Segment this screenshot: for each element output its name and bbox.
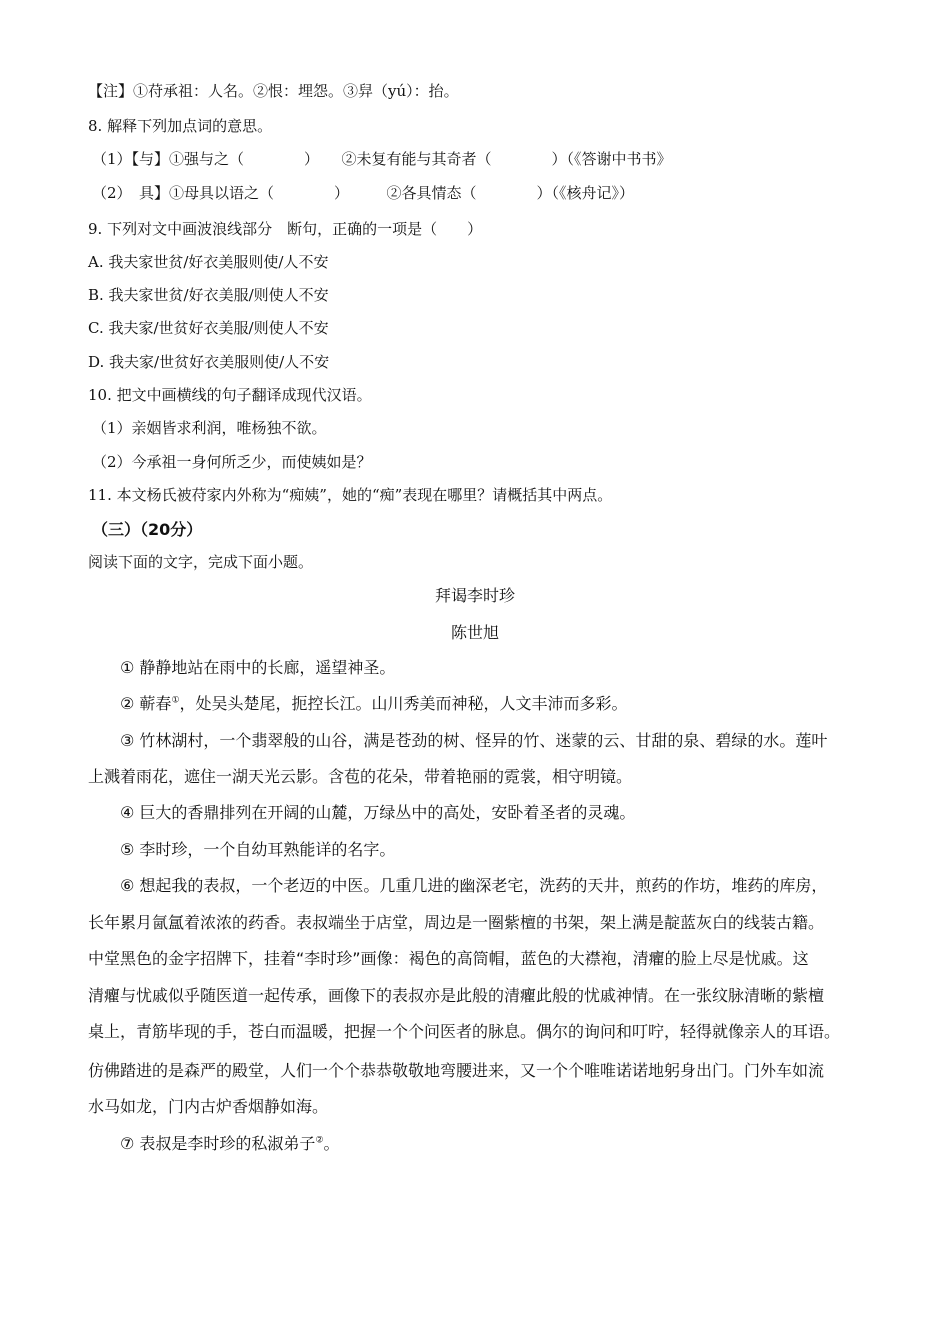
article-title: 拜谒李时珍	[434, 586, 515, 605]
paragraph-2-text-rest: ，处吴头楚尾，扼控长江。山川秀美而神秘，人文丰沛而多彩。	[179, 694, 628, 713]
paragraph-6-line-7: 水马如龙，门内古炉香烟静如海。	[88, 1097, 329, 1116]
paragraph-4: ④ 巨大的香鼎排列在开阔的山麓，万绿丛中的高处，安卧着圣者的灵魂。	[120, 803, 636, 822]
question-9-option-d: D. 我夫家/世贫好衣美服则使/人不安	[88, 353, 330, 371]
article-author: 陈世旭	[450, 623, 499, 642]
paragraph-6-line-2: 长年累月氤氲着浓浓的药香。表叔端坐于店堂，周边是一圈紫檀的书架，架上满是靛蓝灰白的线装古籍。	[88, 913, 825, 932]
section-3-heading: （三）（20分）	[92, 520, 203, 539]
paragraph-2-text: ② 蕲春	[120, 694, 172, 713]
paragraph-1: ① 静静地站在雨中的长廊，遥望神圣。	[120, 658, 396, 677]
paragraph-6-line-5: 桌上，青筋毕现的手，苍白而温暖，把握一个个问医者的脉息。偶尔的询问和叮咛，轻得就像亲人的耳语。	[88, 1022, 841, 1041]
question-8-title: 8. 解释下列加点词的意思。	[88, 117, 273, 135]
paragraph-3-line-1: ③ 竹林湖村，一个翡翠般的山谷，满是苍劲的树、怪异的竹、迷蒙的云、甘甜的泉、碧绿的水。莲叶	[120, 731, 828, 750]
footnote-marker: ②	[315, 1135, 324, 1146]
question-9-option-c: C. 我夫家/世贫好衣美服/则使人不安	[88, 319, 329, 337]
question-10-title: 10. 把文中画横线的句子翻译成现代汉语。	[88, 386, 372, 404]
question-8-line-1: （1）【与】①强与之（ ） ②未复有能与其奇者（ ）（《答谢中书书》	[92, 150, 672, 168]
question-9-option-b: B. 我夫家世贫/好衣美服/则使人不安	[88, 286, 329, 304]
paragraph-7-text-rest: 。	[323, 1134, 340, 1153]
question-10-item-1: （1）亲姻皆求利润，唯杨独不欲。	[92, 419, 327, 437]
paragraph-6-line-3: 中堂黑色的金字招牌下，挂着“李时珍”画像：褐色的高筒帽，蓝色的大襟袍，清癯的脸上尽是忧戚。这	[88, 949, 809, 968]
paragraph-7	[120, 1133, 340, 1155]
section-3-instruction: 阅读下面的文字，完成下面小题。	[88, 553, 314, 571]
paragraph-6-line-1: ⑥ 想起我的表叔，一个老迈的中医。几重几进的幽深老宅，洗药的天井，煎药的作坊，堆药的库房，	[120, 876, 828, 895]
paragraph-3-line-2: 上溅着雨花，遮住一湖天光云影。含苞的花朵，带着艳丽的霓裳，相守明镜。	[88, 767, 633, 786]
paragraph-6-line-4: 清癯与忧戚似乎随医道一起传承，画像下的表叔亦是此般的清癯此般的忧戚神情。在一张纹脉清晰的紫檀	[88, 986, 825, 1005]
question-11: 11. 本文杨氏被苻家内外称为“痴姨”，她的“痴”表现在哪里？请概括其中两点。	[88, 486, 613, 504]
paragraph-7-text: ⑦ 表叔是李时珍的私淑弟子	[120, 1134, 316, 1153]
paragraph-2	[120, 693, 628, 715]
footnote-marker: ①	[171, 695, 180, 706]
question-9-option-a: A. 我夫家世贫/好衣美服则使/人不安	[88, 253, 329, 271]
question-10-item-2: （2）今承祖一身何所乏少，而使姨如是？	[92, 453, 372, 471]
question-8-line-2: （2） 具】①母具以语之（ ） ②各具情态（ ）（《核舟记》）	[92, 184, 635, 202]
paragraph-6-line-6: 仿佛踏进的是森严的殿堂，人们一个个恭恭敬敬地弯腰进来，又一个个唯唯诺诺地躬身出门。门外车如流	[88, 1061, 825, 1080]
question-9-title: 9. 下列对文中画波浪线部分 断句，正确的一项是（ ）	[88, 220, 483, 238]
annotation-note: 【注】①苻承祖：人名。②恨：埋怨。③舁（yú）：抬。	[88, 82, 459, 100]
paragraph-5: ⑤ 李时珍，一个自幼耳熟能详的名字。	[120, 840, 396, 859]
